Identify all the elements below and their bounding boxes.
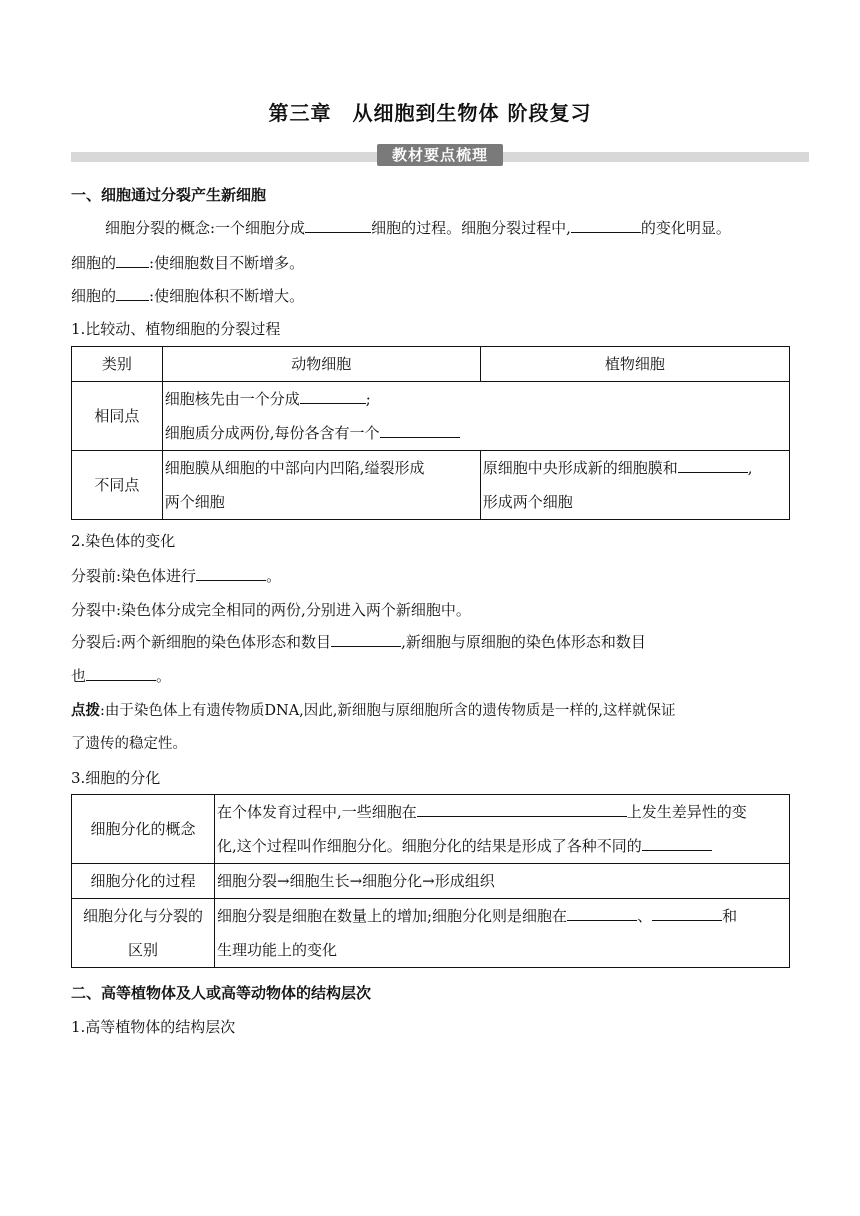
sub-heading-2: 2.染色体的变化 [71, 532, 176, 550]
division-line: 细胞的 :使细胞数目不断增多。 [71, 254, 305, 272]
cell-same: 细胞核先由一个分成 ; 细胞质分成两份,每份各含有一个 [162, 382, 789, 451]
concept-line: 细胞分裂的概念:一个细胞分成 细胞的过程。细胞分裂过程中, 的变化明显。 [105, 219, 731, 237]
cell-difference: 细胞分裂是细胞在数量上的增加;细胞分化则是细胞在 、 和 生理功能上的变化 [215, 899, 790, 968]
row-label-difference: 细胞分化与分裂的 区别 [72, 899, 215, 968]
row-label-diff: 不同点 [72, 451, 163, 520]
before-line: 分裂前:染色体进行 。 [71, 567, 282, 585]
blank[interactable] [116, 253, 149, 268]
blank[interactable] [652, 906, 722, 921]
blank[interactable] [196, 566, 266, 581]
section2-heading: 二、高等植物体及人或高等动物体的结构层次 [71, 984, 372, 1002]
tip-label: 点拨 [71, 703, 100, 719]
after-line: 分裂后:两个新细胞的染色体形态和数目 ,新细胞与原细胞的染色体形态和数目 [71, 633, 646, 651]
blank[interactable] [305, 218, 371, 233]
blank[interactable] [571, 218, 641, 233]
blank[interactable] [417, 802, 627, 817]
cell-diff-plant: 原细胞中央形成新的细胞膜和 , 形成两个细胞 [480, 451, 789, 520]
blank[interactable] [116, 286, 149, 301]
header-plant: 植物细胞 [480, 347, 789, 382]
blank[interactable] [86, 666, 156, 681]
during-line: 分裂中:染色体分成完全相同的两份,分别进入两个新细胞中。 [71, 601, 471, 619]
sub-heading-3: 3.细胞的分化 [71, 769, 161, 787]
section-banner-label: 教材要点梳理 [377, 144, 503, 166]
blank[interactable] [380, 423, 460, 438]
sub-heading-1: 1.比较动、植物细胞的分裂过程 [71, 320, 281, 338]
blank[interactable] [642, 836, 712, 851]
section2-sub-heading-1: 1.高等植物体的结构层次 [71, 1018, 236, 1036]
tip-line: 点拨:由于染色体上有遗传物质DNA,因此,新细胞与原细胞所含的遗传物质是一样的,这样就保证 [71, 703, 676, 719]
comparison-table [71, 346, 790, 520]
cell-process: 细胞分裂→细胞生长→细胞分化→形成组织 [215, 864, 790, 899]
blank[interactable] [300, 389, 366, 404]
page-title: 第三章 从细胞到生物体 阶段复习 [268, 101, 592, 125]
row-label-same: 相同点 [72, 382, 163, 451]
tip-line-2: 了遗传的稳定性。 [71, 736, 187, 752]
cell-diff-animal: 细胞膜从细胞的中部向内凹陷,缢裂形成 两个细胞 [162, 451, 480, 520]
section1-heading: 一、细胞通过分裂产生新细胞 [71, 186, 267, 204]
header-animal: 动物细胞 [162, 347, 480, 382]
blank[interactable] [567, 906, 637, 921]
blank[interactable] [678, 458, 748, 473]
row-label-process: 细胞分化的过程 [72, 864, 215, 899]
blank[interactable] [331, 632, 401, 647]
after-line-2: 也 。 [71, 667, 172, 685]
differentiation-table [71, 794, 790, 968]
cell-concept: 在个体发育过程中,一些细胞在 上发生差异性的变 化,这个过程叫作细胞分化。细胞分化的结果是形成了各种不同的 [215, 795, 790, 864]
growth-line: 细胞的 :使细胞体积不断增大。 [71, 287, 305, 305]
header-category: 类别 [72, 347, 163, 382]
row-label-concept: 细胞分化的概念 [72, 795, 215, 864]
